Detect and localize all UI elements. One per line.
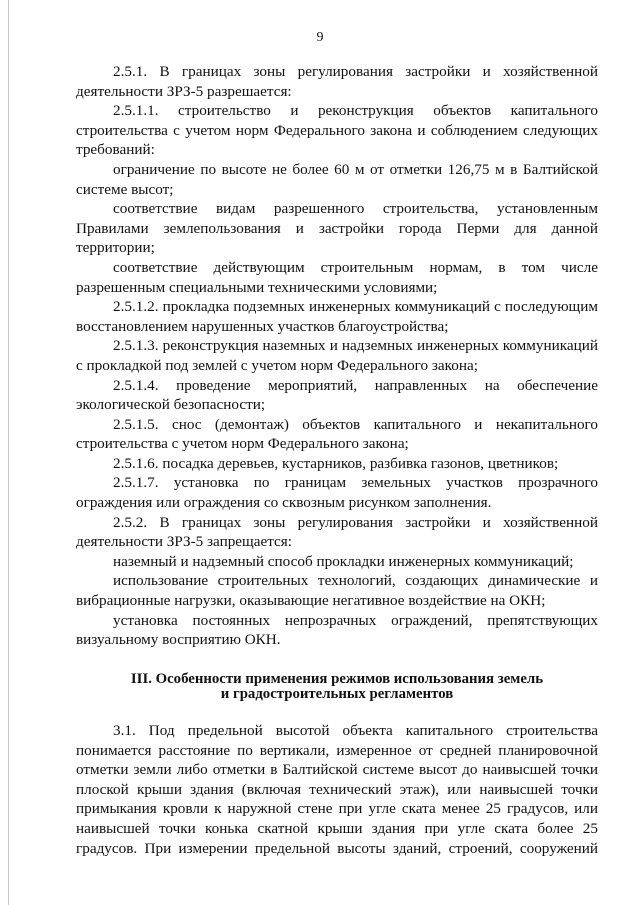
document-body (76, 62, 598, 858)
paragraph-2-5-1-7: 2.5.1.7. установка по границам земельных участков прозрачного ограждения или ограждения со сквозным рисунком заполнения. (76, 474, 598, 512)
paragraph-2-5-1-6: 2.5.1.6. посадка деревьев, кустарников, разбивка газонов, цветников; (113, 454, 559, 472)
paragraph-prohibited-laying: наземный и надземный способ прокладки инженерных коммуникаций; (113, 552, 574, 570)
page-number: 9 (316, 30, 324, 45)
section-heading (76, 672, 598, 703)
paragraph-2-5-1-1: 2.5.1.1. строительство и реконструкция объектов капитального строительства с учетом норм Федерального закона и соблюдением следующих требований: (76, 102, 598, 159)
section-heading-line1: III. Особенности применения режимов использования земель (130, 670, 544, 687)
paragraph-prohibited-fences: установка постоянных непрозрачных ограждений, препятствующих визуальному восприятию ОКН. (76, 611, 598, 649)
paragraph-2-5-2: 2.5.2. В границах зоны регулирования застройки и хозяйственной деятельности ЗРЗ-5 запрещается: (76, 513, 598, 551)
paragraph-permitted-use: соответствие видам разрешенного строительства, установленным Правилами землепользования и застройки города Перми для данной территории; (76, 200, 598, 257)
paragraph-2-5-1-3: 2.5.1.3. реконструкция наземных и надземных инженерных коммуникаций с прокладкой под землей с учетом норм Федерального закона; (76, 337, 598, 374)
paragraph-height-limit: ограничение по высоте не более 60 м от отметки 126,75 м в Балтийской системе высот; (76, 160, 598, 198)
paragraph-3-1: 3.1. Под предельной высотой объекта капитального строительства понимается расстояние по вертикали, измеренное от средней планировочной отметки земли либо отметки в Балтийской системе высот до наивысшей точки плоской крыши здания (включая технический этаж), или наивысшей точки примыкания кровли к наружной стене при угле ската менее 25 градусов, или наивысшей точки конька скатной крыши здания при угле ската более 25 градусов. При измерении предельной высоты зданий, строений, сооружений (76, 722, 598, 857)
scan-edge-line (8, 0, 9, 905)
paragraph-2-5-1-5: 2.5.1.5. снос (демонтаж) объектов капитального и некапитального строительства с учетом норм Федерального закона; (76, 415, 598, 453)
paragraph-prohibited-technologies: использование строительных технологий, создающих динамические и вибрационные нагрузки, оказывающие негативное воздействие на ОКН; (76, 572, 598, 610)
paragraph-2-5-1-4: 2.5.1.4. проведение мероприятий, направленных на обеспечение экологической безопасности; (76, 376, 598, 414)
paragraph-2-5-1: 2.5.1. В границах зоны регулирования застройки и хозяйственной деятельности ЗРЗ-5 разрешается: (76, 63, 598, 100)
section-heading-line2: и градостроительных регламентов (220, 686, 454, 703)
paragraph-2-5-1-2: 2.5.1.2. прокладка подземных инженерных коммуникаций с последующим восстановлением нарушенных участков благоустройства; (76, 298, 598, 335)
paragraph-building-norms: соответствие действующим строительным нормам, в том числе разрешенным специальными техническими условиями; (76, 258, 598, 296)
